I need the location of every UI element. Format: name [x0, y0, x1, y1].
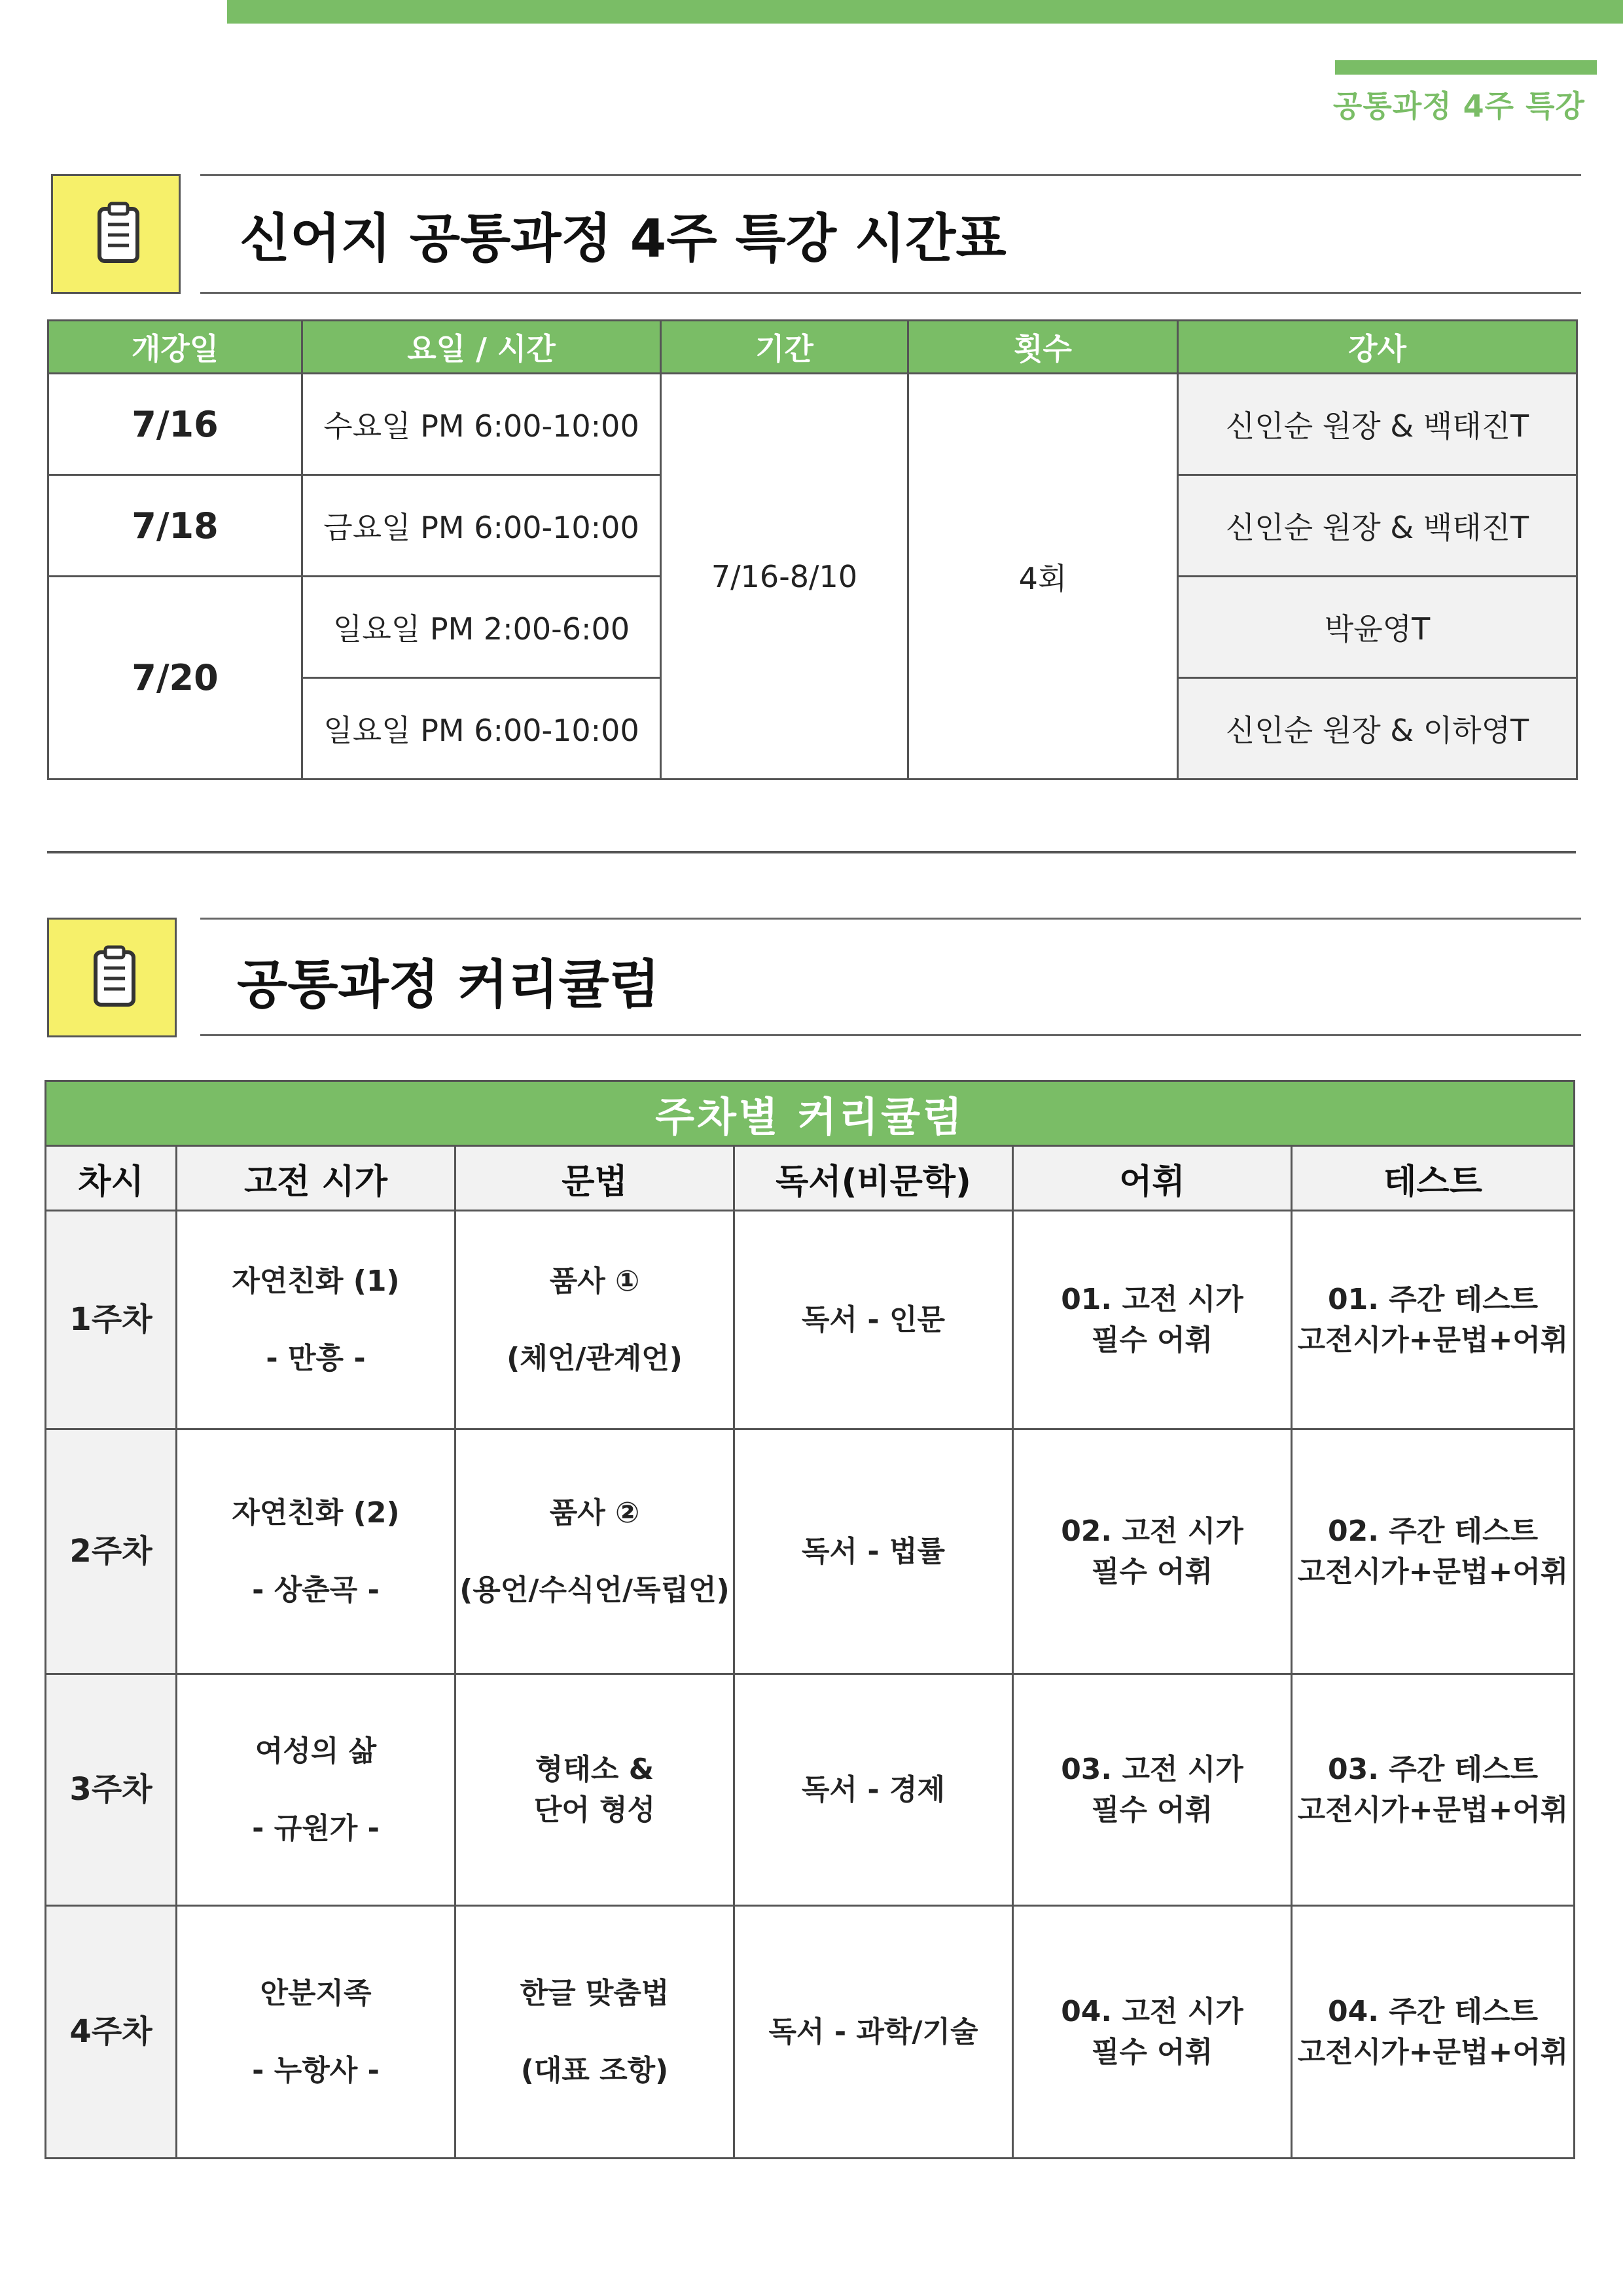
week-label: 1주차	[46, 1211, 177, 1429]
schedule-header-row	[48, 321, 1577, 374]
col-header: 기간	[661, 321, 908, 374]
test-cell	[1292, 1211, 1575, 1429]
col-header: 개강일	[48, 321, 302, 374]
day-time: 금요일 PM 6:00-10:00	[302, 475, 661, 577]
grammar-sub: (체언/관계언)	[507, 1341, 683, 1375]
title-rule-top	[200, 174, 1581, 176]
week-label: 2주차	[46, 1429, 177, 1674]
reading-cell: 독서 - 과학/기술	[734, 1906, 1013, 2159]
table-row	[46, 1211, 1575, 1429]
page-tag: 공통과정 4주 특강	[1332, 88, 1585, 124]
poem-sub: - 규원가 -	[252, 1811, 380, 1845]
period: 7/16-8/10	[661, 374, 908, 780]
poem-sub: - 상춘곡 -	[252, 1573, 380, 1607]
col-header: 고전 시가	[177, 1146, 455, 1211]
week-label: 4주차	[46, 1906, 177, 2159]
title-rule-bottom	[200, 292, 1581, 294]
teacher: 신인순 원장 & 백태진T	[1178, 374, 1577, 475]
schedule-title: 신어지 공통과정 4주 특강 시간표	[240, 208, 1007, 269]
schedule-table	[47, 319, 1578, 780]
poem-sub: - 만흥 -	[266, 1341, 366, 1375]
table-row	[46, 1674, 1575, 1906]
start-date: 7/20	[48, 577, 302, 780]
tag-accent-bar	[1335, 60, 1597, 75]
grammar-cell	[455, 1906, 734, 2159]
col-header: 문법	[455, 1146, 734, 1211]
title-rule-bottom	[200, 1034, 1581, 1036]
top-accent-bar	[227, 0, 1623, 24]
section-divider	[47, 851, 1576, 853]
col-header: 차시	[46, 1146, 177, 1211]
grammar-cell	[455, 1429, 734, 1674]
vocab-cell	[1013, 1429, 1292, 1674]
start-date: 7/18	[48, 475, 302, 577]
col-header: 요일 / 시간	[302, 321, 661, 374]
vocab-cell	[1013, 1211, 1292, 1429]
curriculum-header-row	[46, 1146, 1575, 1211]
week-label: 3주차	[46, 1674, 177, 1906]
curriculum-table	[45, 1080, 1575, 2159]
test-line: 고전시가+문법+어휘	[1297, 2035, 1569, 2069]
vocab-line: 01. 고전 시가	[1061, 1282, 1243, 1316]
start-date: 7/16	[48, 374, 302, 475]
reading-cell: 독서 - 경제	[734, 1674, 1013, 1906]
curriculum-icon-box	[47, 918, 177, 1037]
test-cell	[1292, 1429, 1575, 1674]
poem-title: 자연친화 (1)	[232, 1264, 400, 1298]
vocab-line: 필수 어휘	[1091, 1554, 1213, 1588]
poem-cell	[177, 1906, 455, 2159]
test-line: 04. 주간 테스트	[1327, 1994, 1539, 2028]
vocab-line: 필수 어휘	[1091, 2035, 1213, 2069]
test-cell	[1292, 1906, 1575, 2159]
poem-title: 자연친화 (2)	[232, 1496, 400, 1530]
reading-cell: 독서 - 인문	[734, 1211, 1013, 1429]
session-count: 4회	[908, 374, 1178, 780]
grammar-title: 품사 ①	[549, 1264, 640, 1298]
grammar-title: 형태소 &	[535, 1752, 654, 1786]
poem-sub: - 누항사 -	[252, 2053, 380, 2087]
day-time: 일요일 PM 6:00-10:00	[302, 678, 661, 780]
col-header: 어휘	[1013, 1146, 1292, 1211]
poem-title: 여성의 삶	[255, 1734, 377, 1768]
teacher: 박윤영T	[1178, 577, 1577, 678]
test-cell	[1292, 1674, 1575, 1906]
grammar-title: 품사 ②	[549, 1496, 640, 1530]
reading-cell: 독서 - 법률	[734, 1429, 1013, 1674]
teacher: 신인순 원장 & 이하영T	[1178, 678, 1577, 780]
grammar-sub: 단어 형성	[533, 1793, 656, 1827]
poem-cell	[177, 1429, 455, 1674]
schedule-icon-box	[51, 174, 181, 294]
curriculum-title: 공통과정 커리큘럼	[237, 954, 660, 1015]
clipboard-icon	[49, 920, 179, 1039]
test-line: 02. 주간 테스트	[1327, 1514, 1539, 1548]
title-rule-top	[200, 918, 1581, 920]
test-line: 고전시가+문법+어휘	[1297, 1554, 1569, 1588]
test-line: 01. 주간 테스트	[1327, 1282, 1539, 1316]
curriculum-banner: 주차별 커리큘럼	[46, 1081, 1575, 1146]
poem-cell	[177, 1211, 455, 1429]
grammar-sub: (대표 조항)	[520, 2053, 669, 2087]
poem-title: 안분지족	[260, 1976, 372, 2010]
vocab-line: 필수 어휘	[1091, 1793, 1213, 1827]
test-line: 고전시가+문법+어휘	[1297, 1323, 1569, 1357]
table-row	[46, 1906, 1575, 2159]
grammar-title: 한글 맞춤법	[520, 1976, 669, 2010]
vocab-line: 02. 고전 시가	[1061, 1514, 1243, 1548]
vocab-cell	[1013, 1674, 1292, 1906]
vocab-line: 필수 어휘	[1091, 1323, 1213, 1357]
col-header: 독서(비문학)	[734, 1146, 1013, 1211]
test-line: 03. 주간 테스트	[1327, 1752, 1539, 1786]
clipboard-icon	[53, 176, 183, 296]
day-time: 수요일 PM 6:00-10:00	[302, 374, 661, 475]
teacher: 신인순 원장 & 백태진T	[1178, 475, 1577, 577]
vocab-cell	[1013, 1906, 1292, 2159]
grammar-cell	[455, 1211, 734, 1429]
vocab-line: 03. 고전 시가	[1061, 1752, 1243, 1786]
col-header: 횟수	[908, 321, 1178, 374]
col-header: 테스트	[1292, 1146, 1575, 1211]
table-row	[48, 374, 1577, 475]
table-row	[46, 1429, 1575, 1674]
test-line: 고전시가+문법+어휘	[1297, 1793, 1569, 1827]
grammar-sub: (용언/수식언/독립언)	[459, 1573, 730, 1607]
grammar-cell	[455, 1674, 734, 1906]
col-header: 강사	[1178, 321, 1577, 374]
poem-cell	[177, 1674, 455, 1906]
day-time: 일요일 PM 2:00-6:00	[302, 577, 661, 678]
vocab-line: 04. 고전 시가	[1061, 1994, 1243, 2028]
